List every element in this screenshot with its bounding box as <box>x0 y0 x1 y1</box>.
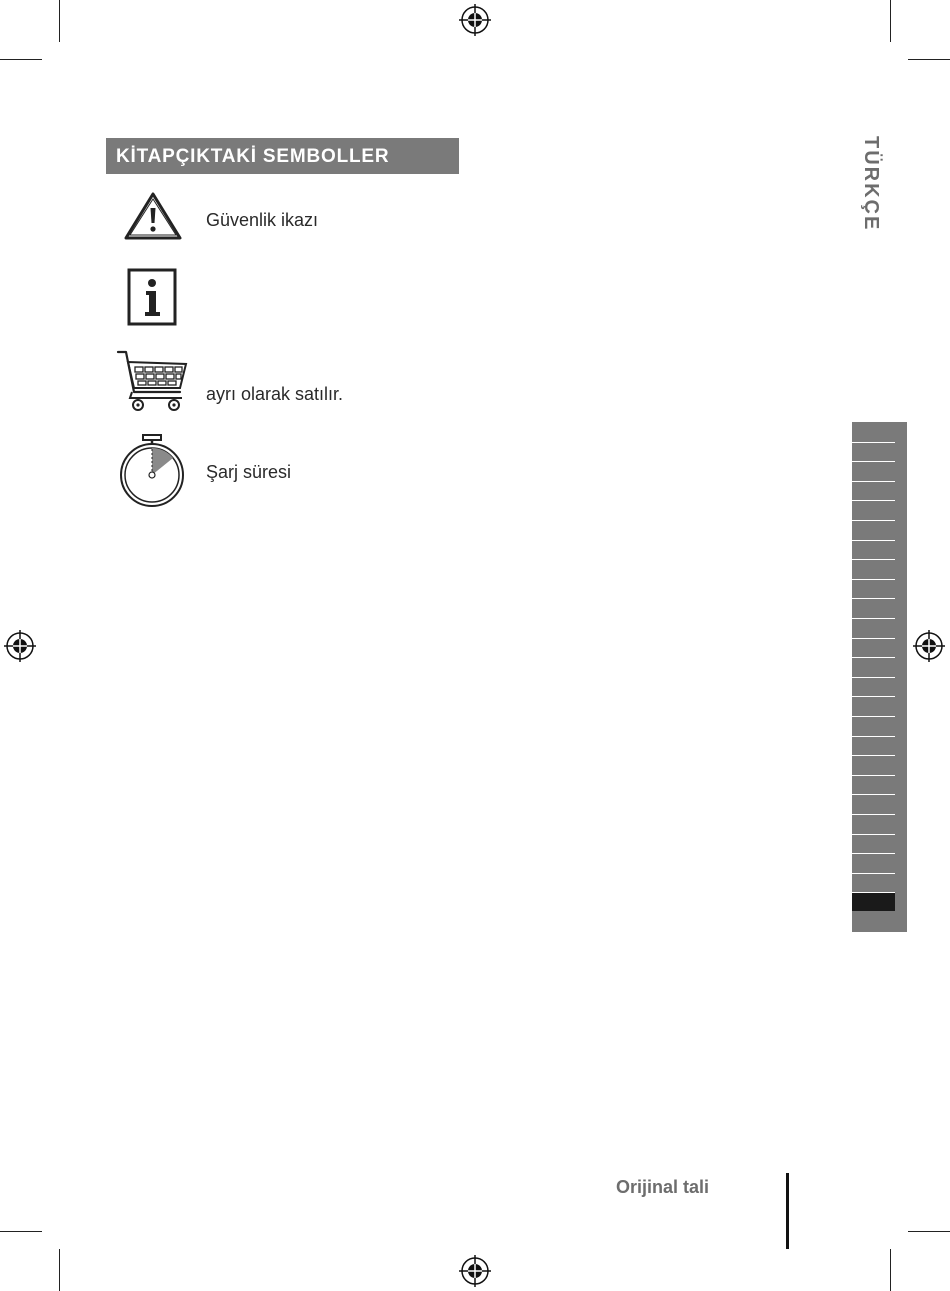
symbol-label: Şarj süresi <box>206 462 292 482</box>
crop-mark <box>59 0 60 42</box>
language-label <box>848 136 882 246</box>
active-tab-marker <box>852 892 895 911</box>
tab-divider <box>852 873 895 874</box>
crop-mark <box>0 59 42 60</box>
chapter-tab-strip <box>852 422 907 932</box>
tab-divider <box>852 638 895 639</box>
tab-divider <box>852 598 895 599</box>
info-icon <box>110 268 196 328</box>
tab-divider <box>852 853 895 854</box>
tab-divider <box>852 579 895 580</box>
section-title: KİTAPÇIKTAKİ SEMBOLLER <box>116 146 390 167</box>
footer-label: Orijinal tali <box>616 1177 710 1197</box>
tab-divider <box>852 481 895 482</box>
tab-divider <box>852 755 895 756</box>
tab-divider <box>852 696 895 697</box>
tab-divider <box>852 814 895 815</box>
symbol-label: Güvenlik ikazı <box>206 210 319 230</box>
crop-mark <box>0 1231 42 1232</box>
tab-divider <box>852 657 895 658</box>
tab-divider <box>852 892 895 893</box>
shopping-cart-icon <box>110 346 196 416</box>
language-label-text: TÜRKÇE <box>860 136 882 232</box>
tab-divider <box>852 461 895 462</box>
tab-divider <box>852 442 895 443</box>
crop-mark <box>59 1249 60 1291</box>
footer-rule <box>786 1173 789 1249</box>
registration-mark-icon <box>913 630 945 662</box>
tab-divider <box>852 559 895 560</box>
crop-mark <box>908 1231 950 1232</box>
tab-divider <box>852 618 895 619</box>
symbol-label: ayrı olarak satılır. <box>206 384 344 404</box>
warning-icon <box>110 190 196 244</box>
tab-divider <box>852 540 895 541</box>
crop-mark <box>890 0 891 42</box>
tab-divider <box>852 834 895 835</box>
tab-divider <box>852 520 895 521</box>
registration-mark-icon <box>4 630 36 662</box>
registration-mark-icon <box>459 4 491 36</box>
stopwatch-icon <box>110 432 196 512</box>
registration-mark-icon <box>459 1255 491 1287</box>
tab-divider <box>852 500 895 501</box>
crop-mark <box>908 59 950 60</box>
tab-divider <box>852 794 895 795</box>
tab-divider <box>852 736 895 737</box>
tab-divider <box>852 716 895 717</box>
tab-divider <box>852 775 895 776</box>
tab-divider <box>852 677 895 678</box>
section-header <box>106 138 459 174</box>
crop-mark <box>890 1249 891 1291</box>
